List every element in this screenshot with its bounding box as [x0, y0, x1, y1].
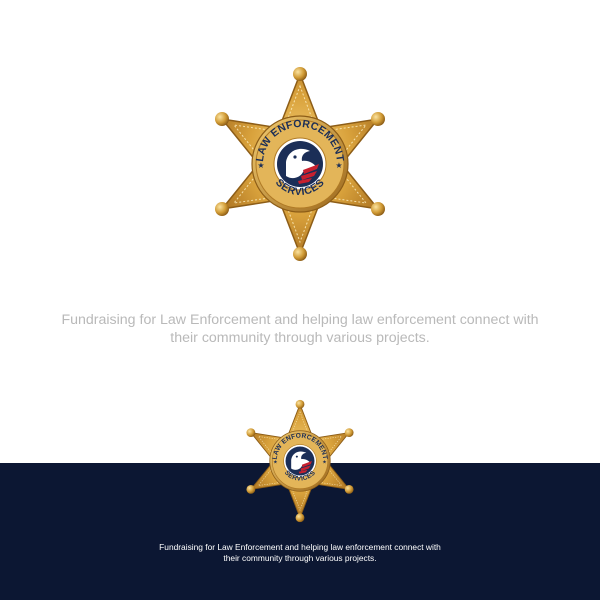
badge-text-bottom: SERVICES — [273, 176, 327, 199]
tagline-dark-line-1: Fundraising for Law Enforcement and helping law enforcement connect with — [159, 542, 441, 552]
badge-text-bottom-small: SERVICES — [282, 469, 318, 483]
badge-graphic-small — [237, 398, 363, 524]
tagline-line-2: their community through various projects. — [170, 330, 430, 346]
tagline-dark — [0, 542, 600, 564]
badge-text-top-small: LAW ENFORCEMENT — [271, 432, 329, 461]
sheriff-badge-logo — [200, 64, 400, 264]
tagline-light — [0, 311, 600, 347]
badge-graphic — [200, 64, 400, 264]
tagline-line-1: Fundraising for Law Enforcement and helping law enforcement connect with — [61, 312, 539, 328]
tagline-dark-line-2: their community through various projects. — [223, 553, 377, 563]
sheriff-badge-logo-small — [237, 398, 363, 524]
badge-text-top: LAW ENFORCEMENT — [254, 117, 346, 163]
